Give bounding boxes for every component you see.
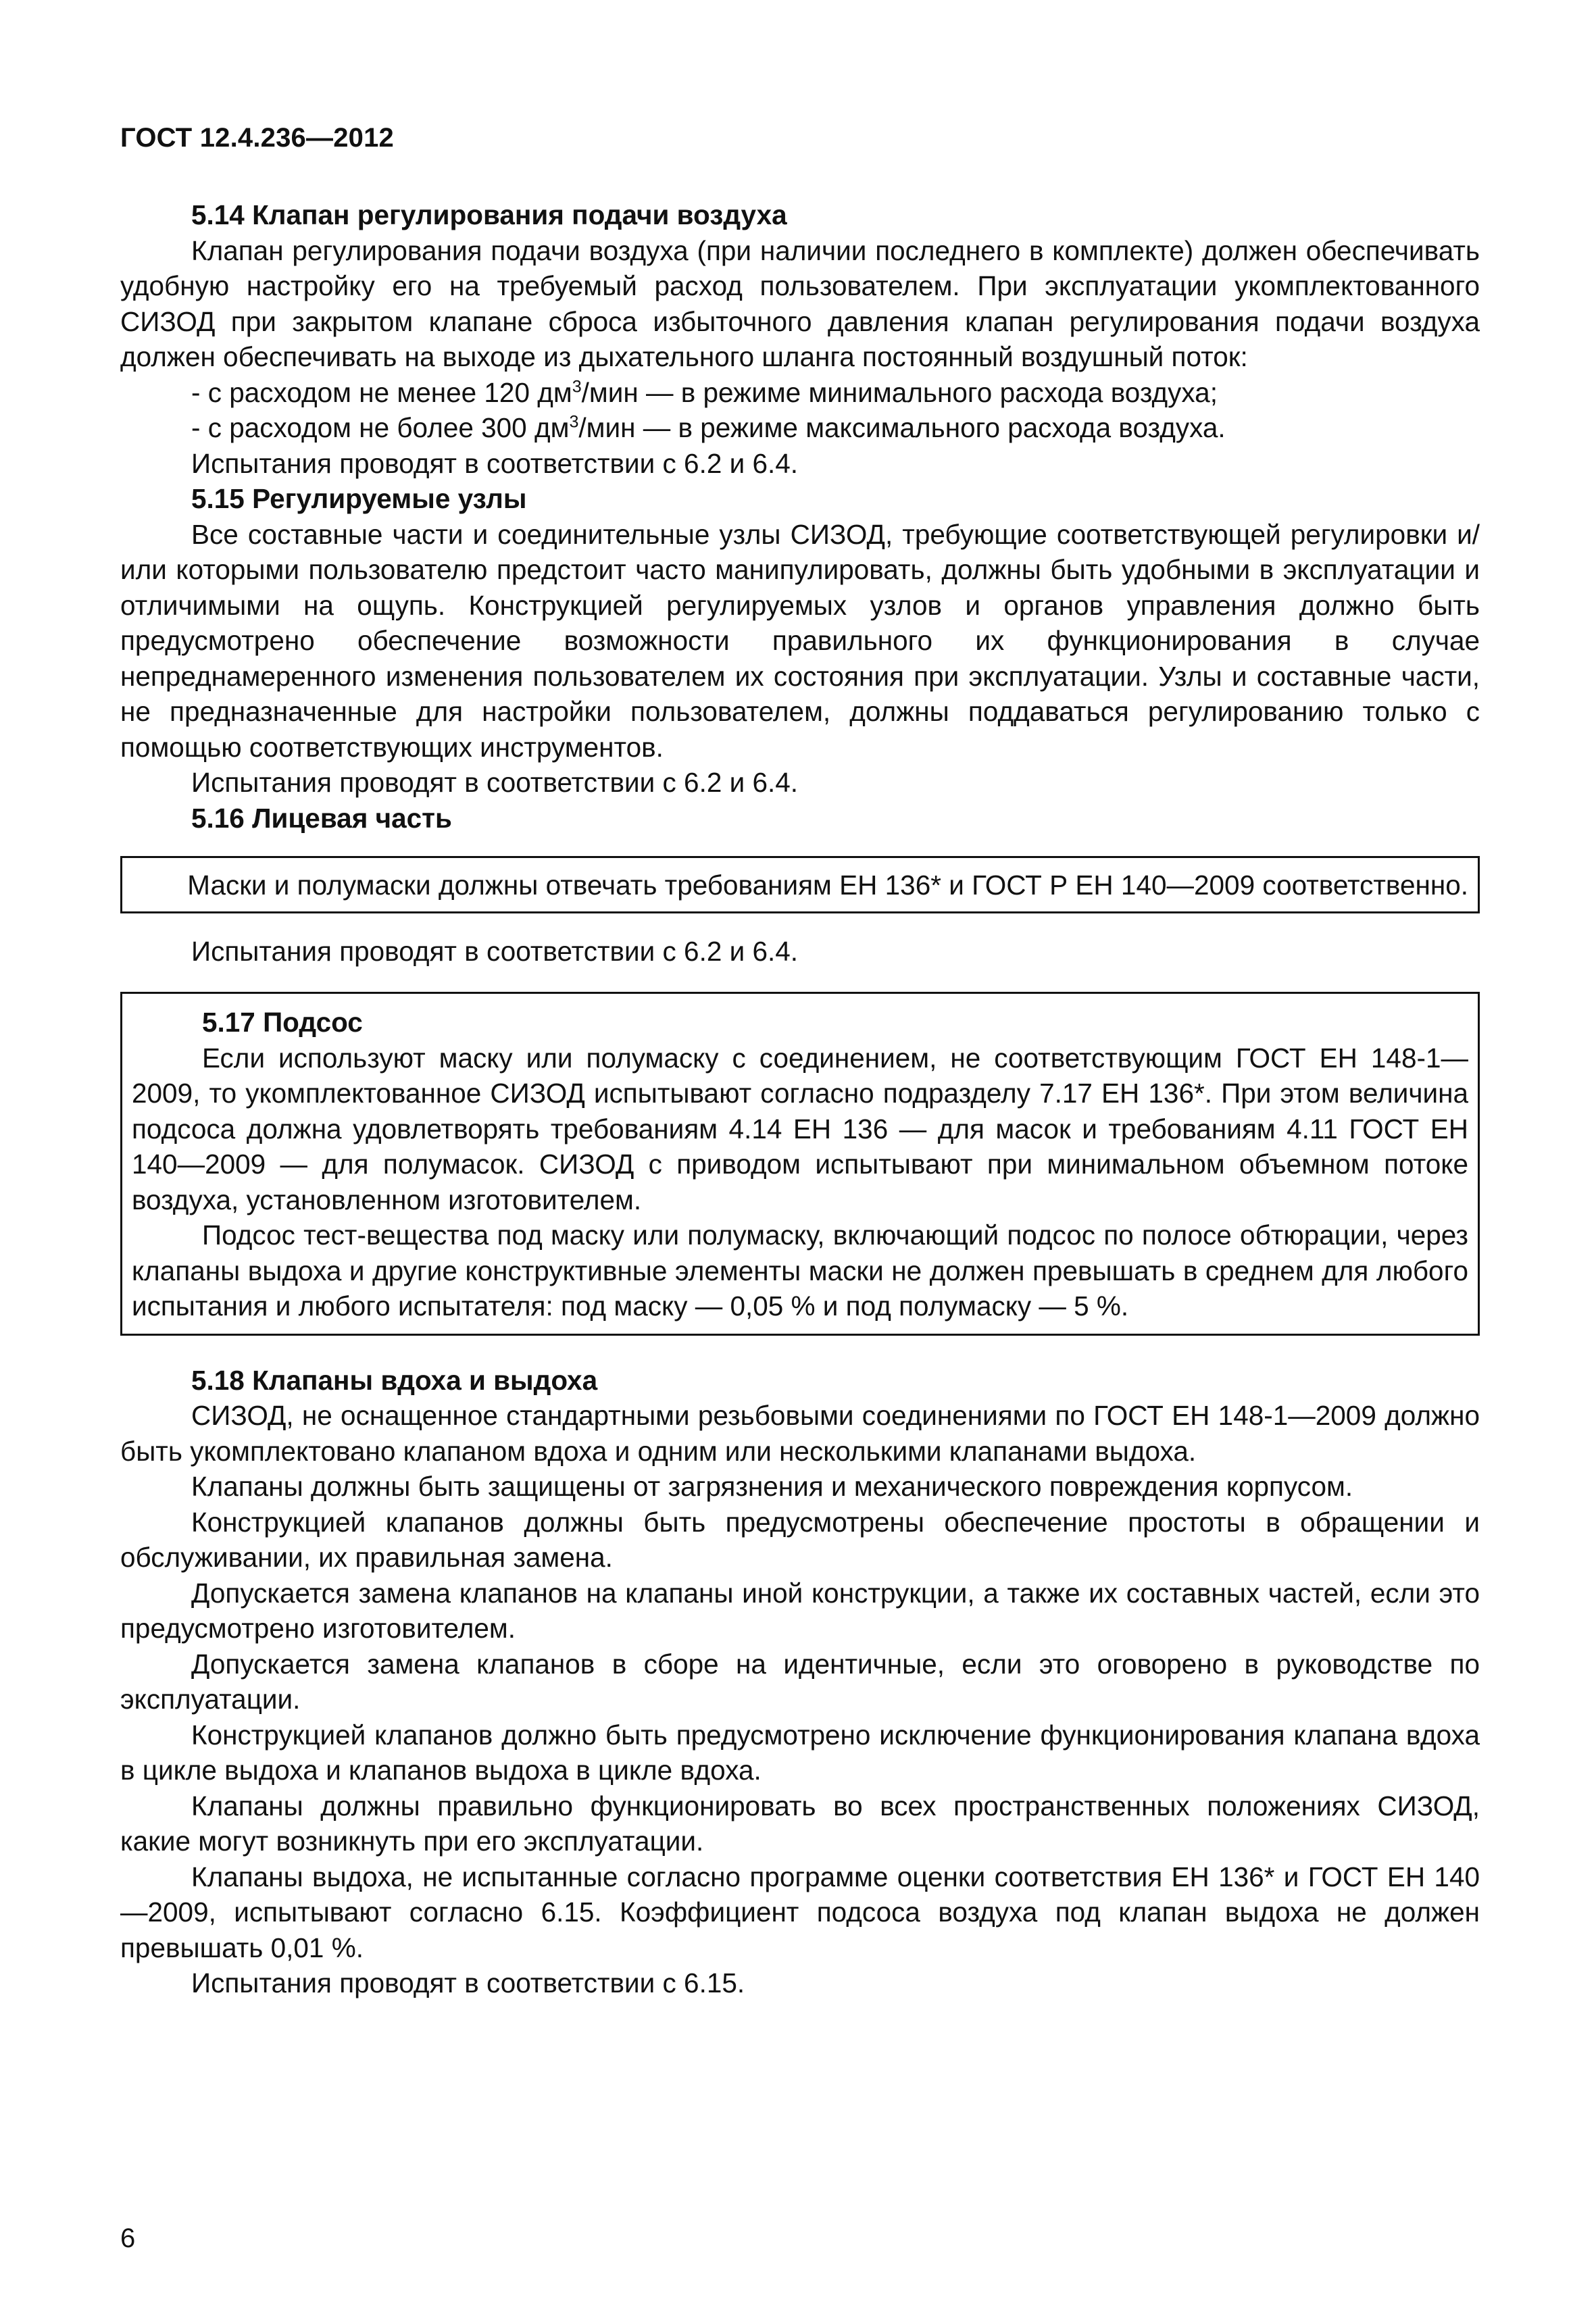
- tests-note: Испытания проводят в соответствии с 6.2 и 6.4.: [191, 767, 799, 798]
- section-heading: 5.18 Клапаны вдоха и выдоха: [191, 1364, 598, 1396]
- page-number: 6: [120, 2223, 136, 2253]
- section-5-16: [120, 801, 1480, 970]
- section-heading: 5.16 Лицевая часть: [191, 802, 452, 834]
- section-5-14: [120, 197, 1480, 481]
- paragraph: Клапаны должны быть защищены от загрязнения и механического повреждения корпусом.: [191, 1471, 1353, 1502]
- document-header: ГОСТ 12.4.236—2012: [120, 123, 394, 153]
- paragraph: Клапан регулирования подачи воздуха (при наличии последнего в комплекте) должен обеспечивать удобную настройку его на требуемый расход пользователем. При эксплуатации укомплектованного СИЗОД при закрытом клапане сброса избыточного давления клапан регулирования подачи воздуха должен обеспечивать на выходе из дыхательного шланга постоянный воздушный поток:: [120, 234, 1480, 372]
- tests-note: Испытания проводят в соответствии с 6.2 и 6.4.: [191, 935, 799, 967]
- paragraph: Конструкцией клапанов должно быть предусмотрено исключение функционирования клапана вдоха в цикле выдоха и клапанов выдоха в цикле вдоха.: [120, 1719, 1480, 1786]
- boxed-requirement: Маски и полумаски должны отвечать требованиям ЕН 136* и ГОСТ Р ЕН 140—2009 соответственно.: [120, 856, 1480, 913]
- section-5-15: [120, 481, 1480, 801]
- section-5-18: [120, 1363, 1480, 2001]
- paragraph: Допускается замена клапанов в сборе на идентичные, если это оговорено в руководстве по эксплуатации.: [120, 1648, 1480, 1715]
- paragraph: Подсос тест-вещества под маску или полумаску, включающий подсос по полосе обтюрации, через клапаны выдоха и другие конструктивные элементы маски не должен превышать в среднем для любого испытания и любого испытателя: под маску — 0,05 % и под полумаску — 5 %.: [132, 1219, 1468, 1322]
- paragraph: Конструкцией клапанов должны быть предусмотрены обеспечение простоты в обращении и обслуживании, их правильная замена.: [120, 1506, 1480, 1573]
- paragraph: СИЗОД, не оснащенное стандартными резьбовыми соединениями по ГОСТ ЕН 148-1—2009 должно быть укомплектовано клапаном вдоха и одним или несколькими клапанами выдоха.: [120, 1400, 1480, 1467]
- list-item: - с расходом не менее 120 $дм^3$/мин — в режиме минимального расхода воздуха;: [191, 376, 1218, 408]
- paragraph: Клапаны выдоха, не испытанные согласно программе оценки соответствия ЕН 136* и ГОСТ ЕН 140—2009, испытывают согласно 6.15. Коэффициент подсоса воздуха под клапан выдоха не должен превышать 0,01 %.: [120, 1861, 1480, 1963]
- document-body: [120, 197, 1480, 2001]
- section-5-17-boxed: [120, 992, 1480, 1336]
- tests-note: Испытания проводят в соответствии с 6.2 и 6.4.: [191, 447, 799, 479]
- section-heading: 5.14 Клапан регулирования подачи воздуха: [191, 199, 787, 230]
- section-heading: 5.17 Подсос: [202, 1007, 363, 1038]
- tests-note: Испытания проводят в соответствии с 6.15.: [191, 1967, 745, 1998]
- paragraph: Клапаны должны правильно функционировать во всех пространственных положениях СИЗОД, какие могут возникнуть при его эксплуатации.: [120, 1790, 1480, 1857]
- paragraph: Все составные части и соединительные узлы СИЗОД, требующие соответствующей регулировки и/или которыми пользователю предстоит часто манипулировать, должны быть удобными в эксплуатации и отличимыми на ощупь. Конструкцией регулируемых узлов и органов управления должно быть предусмотрено обеспечение возможности правильного их функционирования в случае непреднамеренного изменения пользователем их состояния при эксплуатации. Узлы и составные части, не предназначенные для настройки пользователем, должны поддаваться регулированию только с помощью соответствующих инструментов.: [120, 518, 1480, 763]
- paragraph: Допускается замена клапанов на клапаны иной конструкции, а также их составных частей, если это предусмотрено изготовителем.: [120, 1577, 1480, 1644]
- section-heading: 5.15 Регулируемые узлы: [191, 483, 527, 514]
- list-item: - с расходом не более 300 $дм^3$/мин — в режиме максимального расхода воздуха.: [191, 412, 1226, 443]
- paragraph: Если используют маску или полумаску с соединением, не соответствующим ГОСТ ЕН 148-1—2009, то укомплектованное СИЗОД испытывают согласно подразделу 7.17 ЕН 136*. При этом величина подсоса должна удовлетворять требованиям 4.14 ЕН 136 — для масок и требованиям 4.11 ГОСТ ЕН 140—2009 — для полумасок. СИЗОД с приводом испытывают при минимальном объемном потоке воздуха, установленном изготовителем.: [132, 1042, 1468, 1215]
